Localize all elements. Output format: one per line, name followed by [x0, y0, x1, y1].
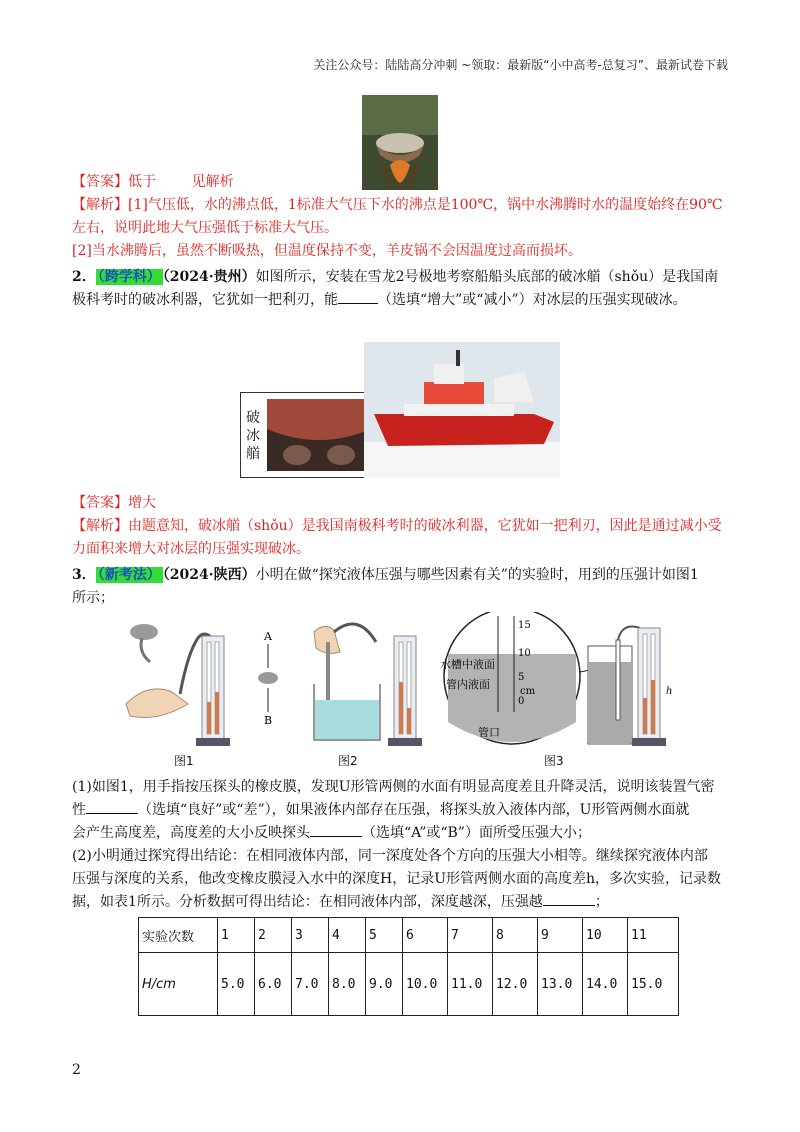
- table-cell: 14.0: [583, 953, 628, 1016]
- q3-blank-face[interactable]: [310, 822, 362, 837]
- page-header: 关注公众号：陆陆高分冲刺 ~领取：最新版“小中高考-总复习”、最新试卷下载: [313, 58, 728, 72]
- q2-analysis-line2: 力面积来增大对冰层的压强实现破冰。: [72, 541, 310, 557]
- table-cell: 7.0: [292, 953, 329, 1016]
- label-B: B: [264, 714, 273, 727]
- q3-part1-line1: (1)如图1，用手指按压探头的橡皮膜，发现U形管两侧的水面有明显高度差且升降灵活，说明该装置气密: [72, 779, 715, 795]
- q1-analysis-line2: 左右，说明此地大气压强低于标准大气压。: [72, 220, 338, 236]
- figure-2: [258, 624, 422, 746]
- icebreaker-ship-photo: [364, 342, 560, 478]
- q2-blank[interactable]: [338, 289, 378, 304]
- q1-analysis-line1: 【解析】[1]气压低，水的沸点低，1标准大气压下水的沸点是100℃，锅中水沸腾时水的温度始终在90℃: [72, 197, 723, 213]
- figure-1-caption: 图1: [174, 754, 194, 768]
- svg-text:cm: cm: [520, 686, 536, 697]
- q1-analysis-line3: [2]当水沸腾后，虽然不断吸热，但温度保持不变，羊皮锅不会因温度过高而损坏。: [72, 243, 582, 259]
- svg-text:5: 5: [518, 672, 525, 683]
- table-cell: 8.0: [329, 953, 366, 1016]
- table-cell: 10: [583, 918, 628, 953]
- table-cell: 实验次数: [139, 918, 218, 953]
- table-cell: 13.0: [538, 953, 583, 1016]
- q3-part2-line3: 据，如表1所示。分析数据可得出结论：在相同液体内部，深度越深，压强越 ；: [72, 891, 609, 913]
- svg-text:10: 10: [518, 648, 531, 659]
- q3-blank-airtight[interactable]: [86, 799, 138, 814]
- inset-label: 破冰艏: [246, 410, 260, 462]
- data-table: [138, 917, 679, 1016]
- table-cell: 1: [218, 918, 255, 953]
- table-cell: 6.0: [255, 953, 292, 1016]
- table-row: [139, 953, 679, 1016]
- table-cell: 3: [292, 918, 329, 953]
- table-cell: 8: [493, 918, 538, 953]
- svg-text:0: 0: [518, 696, 525, 707]
- q3-tag: （新考法）: [97, 567, 161, 583]
- q3-part1-line2: 性 （选填“良好”或“差”），如果液体内部存在压强，将探头放入液体内部，U形管两侧水面就: [72, 799, 689, 821]
- table-cell: 11.0: [448, 953, 493, 1016]
- q3-figures: [118, 612, 682, 750]
- figure-1: [126, 624, 230, 746]
- q3-part2-line1: (2)小明通过探究得出结论：在相同液体内部，同一深度处各个方向的压强大小相等。继续探究液体内部: [72, 848, 708, 864]
- table-cell: 9.0: [366, 953, 403, 1016]
- table-cell: 7: [448, 918, 493, 953]
- boiling-pot-photo: [362, 95, 438, 190]
- q3-stem-line1: 3． （新考法） （2024·陕西）小明在做“探究液体压强与哪些因素有关”的实验时，用到的压强计如图1: [72, 567, 699, 583]
- table-cell: 5.0: [218, 953, 255, 1016]
- q2-tag: （跨学科）: [97, 269, 161, 285]
- figure-3: [440, 612, 672, 746]
- bow-photo: [267, 399, 371, 471]
- q3-stem-line2: 所示；: [72, 590, 114, 606]
- table-cell: H/cm: [139, 953, 218, 1016]
- page-number: 2: [72, 1062, 81, 1078]
- q3-part2-line2: 压强与深度的关系，他改变橡皮膜浸入水中的深度H，记录U形管两侧水面的高度差h，多次实验，记录数: [72, 871, 722, 887]
- q2-analysis-line1: 【解析】由题意知，破冰艏（shǒu）是我国南极科考时的破冰利器，它犹如一把利刃，因此是通过减小受: [72, 518, 722, 534]
- svg-text:h: h: [666, 686, 673, 697]
- svg-text:15: 15: [518, 620, 531, 631]
- ice-breaker-bow-inset: [240, 392, 378, 478]
- table-cell: 9: [538, 918, 583, 953]
- table-cell: 2: [255, 918, 292, 953]
- figure-2-caption: 图2: [338, 754, 358, 768]
- label-tube-mouth: 管口: [478, 726, 500, 739]
- table-cell: 10.0: [403, 953, 448, 1016]
- q2-stem-line1: 2． （跨学科） （2024·贵州）如图所示，安装在雪龙2号极地考察船船头底部的破冰艏（shǒu）是我国南: [72, 269, 719, 285]
- table-cell: 5: [366, 918, 403, 953]
- label-water-level: 水槽中液面: [440, 658, 495, 671]
- q1-answer: 【答案】低于 见解析: [72, 174, 234, 190]
- q2-answer: 【答案】增大: [72, 495, 156, 511]
- table-cell: 12.0: [493, 953, 538, 1016]
- table-cell: 6: [403, 918, 448, 953]
- q3-blank-pressure[interactable]: [543, 891, 595, 906]
- q2-stem-line2: 极科考时的破冰利器，它犹如一把利刃，能 （选填“增大”或“减小”）对冰层的压强实现破冰。: [72, 289, 687, 311]
- label-A: A: [264, 630, 272, 643]
- table-cell: 4: [329, 918, 366, 953]
- q3-part1-line3: 会产生高度差，高度差的大小反映探头 （选填“A”或“B”）面所受压强大小；: [72, 822, 591, 844]
- figure-3-caption: 图3: [544, 754, 564, 768]
- table-cell: 11: [628, 918, 679, 953]
- label-tube-level: 管内液面: [446, 678, 490, 691]
- table-cell: 15.0: [628, 953, 679, 1016]
- table-row: [139, 918, 679, 953]
